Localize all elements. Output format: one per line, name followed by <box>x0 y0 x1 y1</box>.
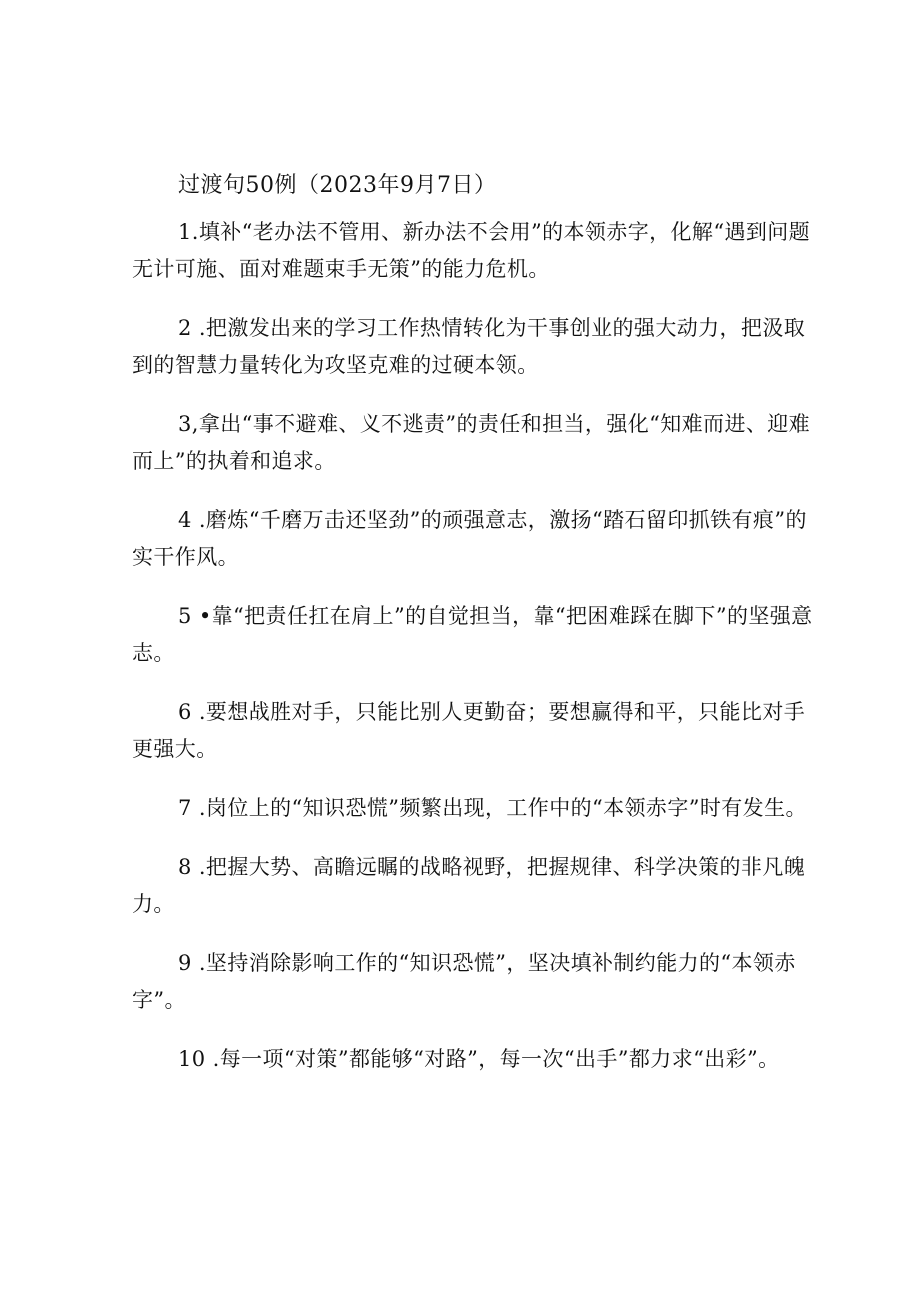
list-item <box>132 502 822 576</box>
item-number: 1. <box>178 220 199 244</box>
item-text: 要想战胜对手，只能比别人更勤奋；要想赢得和平，只能比对手更强大。 <box>132 700 806 761</box>
item-number: 6 . <box>178 700 206 724</box>
list-item <box>132 310 822 384</box>
item-text: 坚持消除影响工作的“知识恐慌”，坚决填补制约能力的“本领赤字”。 <box>132 951 796 1012</box>
item-text: 磨炼“千磨万击还坚劲”的顽强意志，激扬“踏石留印抓铁有痕”的实干作风。 <box>132 508 807 569</box>
item-number: 5 • <box>178 604 212 628</box>
item-text: 把握大势、高瞻远瞩的战略视野，把握规律、科学决策的非凡魄力。 <box>132 855 806 916</box>
item-text: 岗位上的“知识恐慌”频繁出现，工作中的“本领赤字”时有发生。 <box>205 796 807 820</box>
list-item <box>132 1041 822 1078</box>
item-number: 9 . <box>178 951 206 975</box>
list-item <box>132 214 822 288</box>
item-text: 每一项“对策”都能够“对路”，每一次“出手”都力求“出彩”。 <box>219 1047 780 1071</box>
item-text: 拿出“事不避难、义不逃责”的责任和担当，强化“知难而进、迎难而上”的执着和追求。 <box>132 412 811 473</box>
item-number: 4 . <box>178 508 206 532</box>
document-title: 过渡句50例（2023年9月7日） <box>178 173 497 198</box>
list-item <box>132 945 822 1019</box>
list-item <box>132 598 822 672</box>
item-list <box>132 214 822 1100</box>
list-item <box>132 694 822 768</box>
item-number: 7 . <box>178 796 206 820</box>
item-number: 10 . <box>178 1047 220 1071</box>
item-text: 填补“老办法不管用、新办法不会用”的本领赤字，化解“遇到问题无计可施、面对难题束手无策”的能力危机。 <box>132 220 811 281</box>
item-number: 8 . <box>178 855 206 879</box>
list-item <box>132 849 822 923</box>
list-item <box>132 406 822 480</box>
item-text: 靠“把责任扛在肩上”的自觉担当，靠“把困难踩在脚下”的坚强意志。 <box>132 604 813 665</box>
list-item <box>132 790 822 827</box>
item-number: 3, <box>178 412 199 436</box>
item-text: 把激发出来的学习工作热情转化为干事创业的强大动力，把汲取到的智慧力量转化为攻坚克难的过硬本领。 <box>132 316 806 377</box>
item-number: 2 . <box>178 316 206 340</box>
